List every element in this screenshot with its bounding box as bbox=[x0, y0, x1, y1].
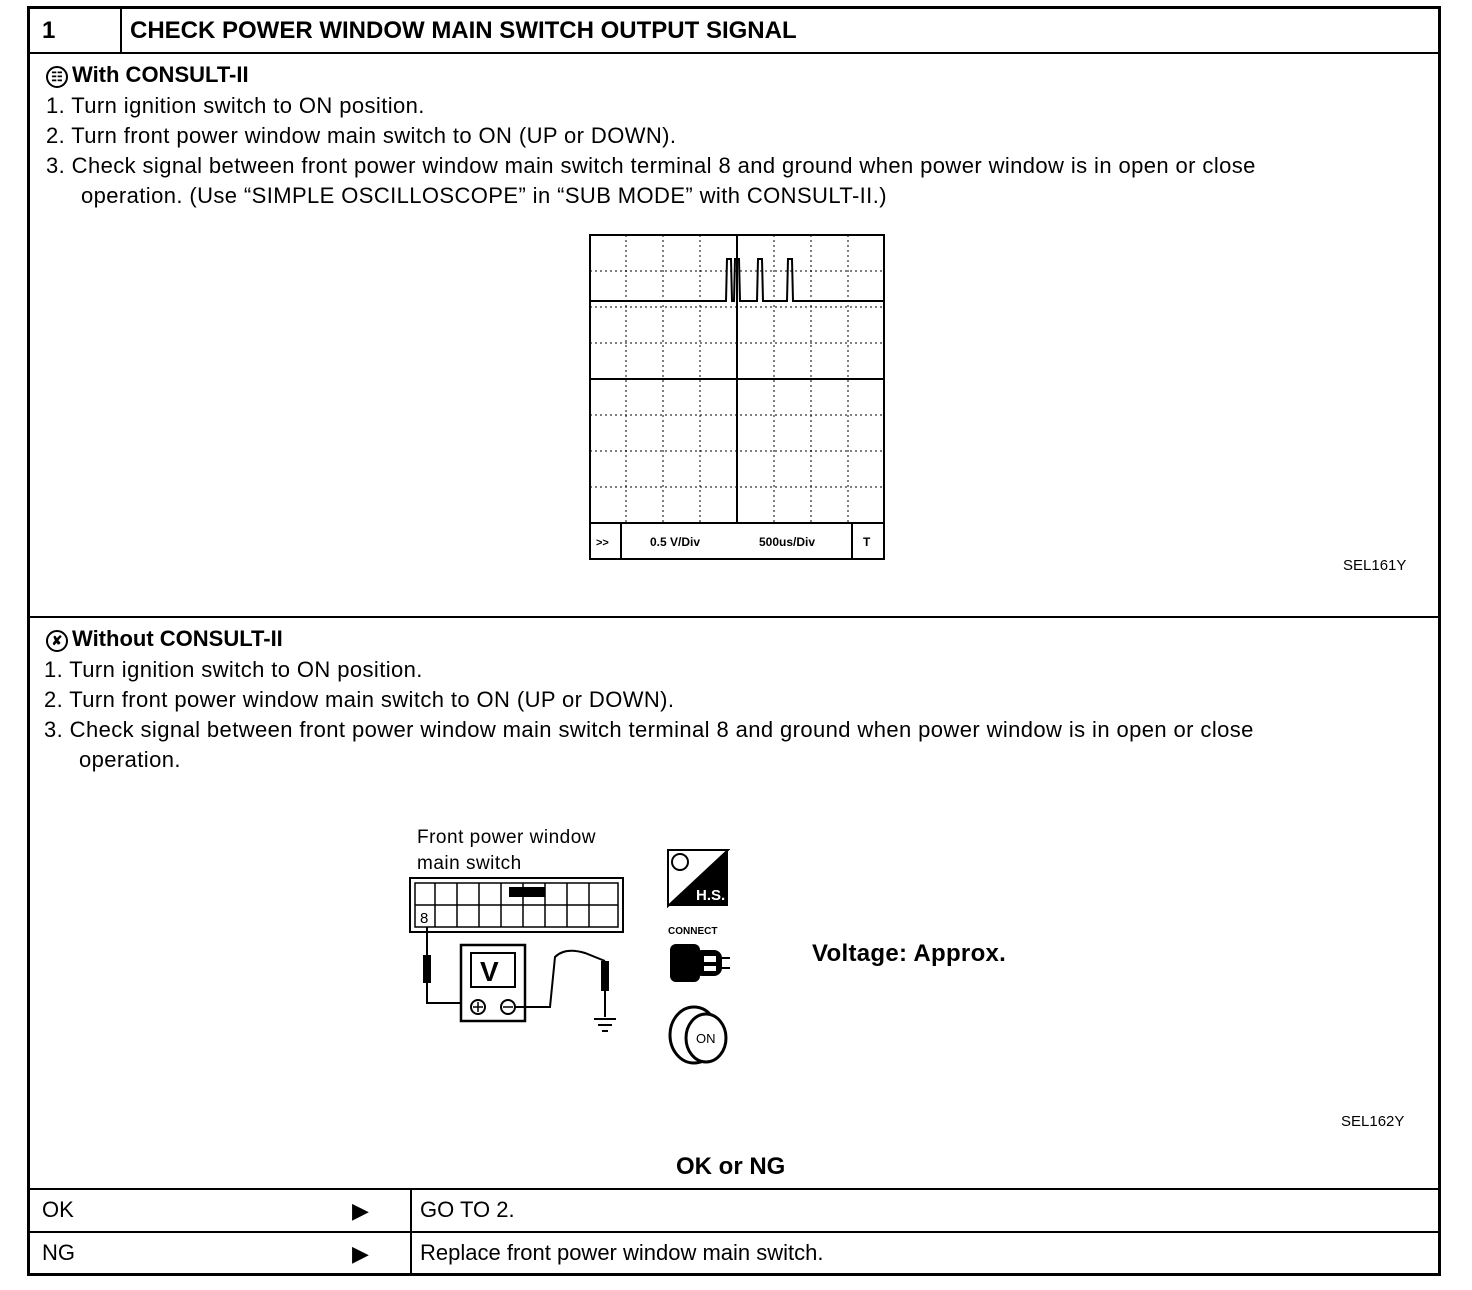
with-consult-heading bbox=[46, 62, 249, 88]
scope-left-button: >> bbox=[596, 537, 609, 549]
consult-step-2: 2. Turn front power window main switch to ON (UP or DOWN). bbox=[46, 123, 677, 148]
result-question: OK or NG bbox=[676, 1153, 786, 1180]
consult-step-3: 3. Check signal between front power window main switch terminal 8 and ground when power window is in open or close bbox=[46, 153, 1256, 178]
header-divider bbox=[27, 52, 1441, 54]
result-ng-arrow-icon: ▶ bbox=[352, 1241, 369, 1266]
voltmeter-label: V bbox=[480, 956, 499, 987]
section-divider bbox=[27, 616, 1441, 618]
connect-icon-text: CONNECT bbox=[668, 926, 718, 937]
consult-step-3-cont: operation. (Use “SIMPLE OSCILLOSCOPE” in “SUB MODE” with CONSULT-II.) bbox=[81, 183, 887, 208]
step-number-divider bbox=[120, 6, 122, 53]
without-consult-heading bbox=[46, 626, 283, 652]
connect-icon bbox=[664, 922, 734, 990]
scope-volt-div: 0.5 V/Div bbox=[650, 535, 701, 549]
table-column-divider bbox=[410, 1188, 412, 1276]
scope-time-div: 500us/Div bbox=[759, 535, 816, 549]
consult-step-1: 1. Turn ignition switch to ON position. bbox=[46, 93, 425, 118]
tester-step-3: 3. Check signal between front power window main switch terminal 8 and ground when power window is in open or close bbox=[44, 717, 1254, 742]
consult-tester-icon: ☷ bbox=[46, 66, 68, 88]
result-ok-status: OK bbox=[42, 1197, 74, 1222]
ignition-key-icon bbox=[664, 1002, 734, 1068]
result-ok-arrow-icon: ▶ bbox=[352, 1198, 369, 1223]
result-ng-action: Replace front power window main switch. bbox=[420, 1240, 824, 1265]
tester-step-1: 1. Turn ignition switch to ON position. bbox=[44, 657, 423, 682]
voltmeter-diagram bbox=[405, 875, 635, 1040]
scope-right-button: T bbox=[863, 535, 871, 549]
connector-label-line2: main switch bbox=[417, 853, 522, 874]
ignition-on-text: ON bbox=[696, 1031, 716, 1046]
terminal-8-label: 8 bbox=[420, 910, 429, 927]
result-ng-status: NG bbox=[42, 1240, 75, 1265]
voltage-spec: Voltage: Approx. bbox=[812, 940, 1007, 967]
table-row-rule bbox=[27, 1231, 1441, 1233]
oscilloscope-screen bbox=[588, 233, 886, 561]
tester-step-2: 2. Turn front power window main switch to ON (UP or DOWN). bbox=[44, 687, 675, 712]
step-title: CHECK POWER WINDOW MAIN SWITCH OUTPUT SIGNAL bbox=[130, 17, 797, 44]
figure-id-sel162y: SEL162Y bbox=[1341, 1113, 1405, 1130]
figure-id-sel161y: SEL161Y bbox=[1343, 557, 1407, 574]
tester-step-3-cont: operation. bbox=[79, 747, 181, 772]
connector-label-line1: Front power window bbox=[417, 827, 597, 848]
with-consult-heading-label: With CONSULT-II bbox=[72, 62, 249, 87]
table-top-rule bbox=[27, 1188, 1441, 1190]
without-consult-heading-label: Without CONSULT-II bbox=[72, 626, 283, 651]
circuit-tester-icon: ✘ bbox=[46, 630, 68, 652]
step-number: 1 bbox=[42, 17, 56, 44]
harness-side-icon bbox=[666, 848, 730, 908]
harness-side-text: H.S. bbox=[696, 887, 726, 904]
result-ok-action: GO TO 2. bbox=[420, 1197, 515, 1222]
